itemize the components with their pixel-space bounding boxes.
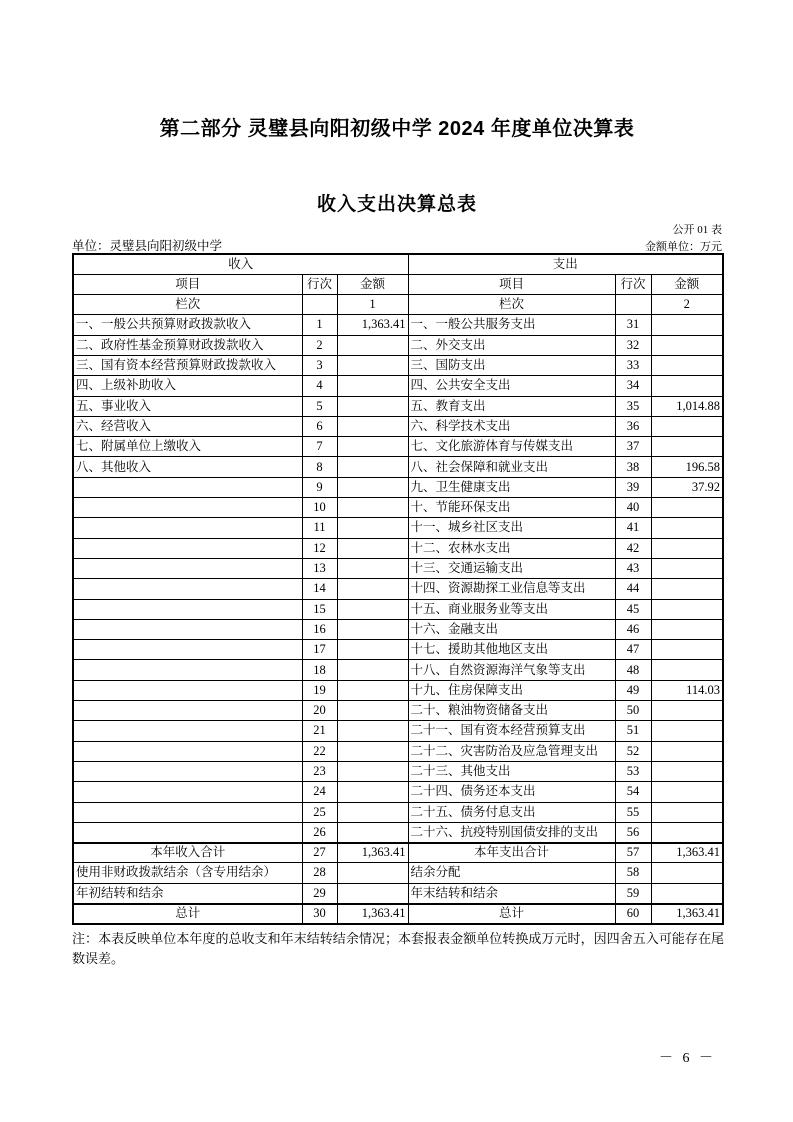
expense-rowno-cell: 38 [615, 457, 651, 477]
income-amount-cell [337, 883, 408, 903]
income-rowno-cell: 10 [302, 498, 337, 518]
expense-rowno-cell: 53 [615, 761, 651, 781]
income-item-cell: 年初结转和结余 [73, 883, 302, 903]
table-row [73, 538, 723, 558]
expense-amount-cell: 196.58 [651, 457, 723, 477]
expense-item-cell: 十三、交通运输支出 [408, 558, 615, 578]
expense-rowno-cell: 39 [615, 477, 651, 497]
expense-item-cell: 二十、粮油物资储备支出 [408, 701, 615, 721]
expense-amount-cell [651, 721, 723, 741]
expense-item-cell: 九、卫生健康支出 [408, 477, 615, 497]
income-item-cell: 六、经营收入 [73, 416, 302, 436]
income-item-cell [73, 518, 302, 538]
table-row [73, 640, 723, 660]
income-rowno-header: 行次 [302, 274, 337, 294]
table-row [73, 721, 723, 741]
expense-rowno-cell: 47 [615, 640, 651, 660]
income-item-cell [73, 721, 302, 741]
table-row [73, 701, 723, 721]
income-amount-cell [337, 802, 408, 822]
expense-amount-cell [651, 701, 723, 721]
expense-rowno-cell: 52 [615, 741, 651, 761]
income-section-header: 收入 [73, 254, 408, 274]
table-row [73, 782, 723, 802]
income-rowno-cell: 27 [302, 843, 337, 863]
expense-rowno-cell: 58 [615, 863, 651, 883]
expense-item-cell: 年末结转和结余 [408, 883, 615, 903]
income-amount-cell [337, 701, 408, 721]
expense-rowno-cell: 44 [615, 579, 651, 599]
income-amount-cell [337, 416, 408, 436]
table-row [73, 883, 723, 903]
table-row [73, 579, 723, 599]
income-item-cell [73, 640, 302, 660]
income-amount-cell [337, 558, 408, 578]
table-row [73, 761, 723, 781]
table-code-label: 公开 01 表 [672, 224, 722, 236]
income-item-cell [73, 599, 302, 619]
expense-item-cell: 二十二、灾害防治及应急管理支出 [408, 741, 615, 761]
table-row [73, 558, 723, 578]
expense-amount-cell: 114.03 [651, 680, 723, 700]
income-item-cell: 本年收入合计 [73, 843, 302, 863]
income-rowno-cell: 13 [302, 558, 337, 578]
income-amount-cell [337, 396, 408, 416]
expense-amount-cell: 1,363.41 [651, 904, 723, 925]
table-row [73, 599, 723, 619]
expense-rowno-cell: 56 [615, 822, 651, 842]
income-rowno-cell: 5 [302, 396, 337, 416]
income-item-cell: 七、附属单位上缴收入 [73, 437, 302, 457]
income-amount-cell [337, 863, 408, 883]
expense-amount-cell [651, 355, 723, 375]
income-item-cell [73, 538, 302, 558]
income-item-cell: 二、政府性基金预算财政拨款收入 [73, 335, 302, 355]
income-item-cell [73, 619, 302, 639]
expense-amount-cell [651, 599, 723, 619]
expense-amount-cell [651, 822, 723, 842]
expense-item-cell: 十四、资源勘探工业信息等支出 [408, 579, 615, 599]
expense-amount-cell [651, 518, 723, 538]
expense-item-cell: 七、文化旅游体育与传媒支出 [408, 437, 615, 457]
income-rowno-cell: 30 [302, 904, 337, 925]
income-rowno-cell: 29 [302, 883, 337, 903]
income-rowno-cell: 28 [302, 863, 337, 883]
income-rowno-cell: 23 [302, 761, 337, 781]
income-amount-cell: 1,363.41 [337, 315, 408, 335]
income-item-cell: 四、上级补助收入 [73, 376, 302, 396]
income-item-cell: 总计 [73, 904, 302, 925]
expense-rowno-cell: 43 [615, 558, 651, 578]
expense-rowno-cell: 32 [615, 335, 651, 355]
income-rowno-cell: 14 [302, 579, 337, 599]
expense-rowno-cell: 59 [615, 883, 651, 903]
table-row [73, 498, 723, 518]
expense-rowno-cell: 54 [615, 782, 651, 802]
income-rowno-cell: 11 [302, 518, 337, 538]
table-row [73, 376, 723, 396]
table-row [73, 457, 723, 477]
expense-item-cell: 二十三、其他支出 [408, 761, 615, 781]
income-rowno-cell: 19 [302, 680, 337, 700]
expense-rowno-cell: 36 [615, 416, 651, 436]
table-row [73, 335, 723, 355]
income-col-index: 1 [337, 295, 408, 315]
expense-amount-cell [651, 619, 723, 639]
table-row [73, 802, 723, 822]
table-row [73, 619, 723, 639]
page-content [72, 0, 722, 1122]
table-row [73, 315, 723, 335]
expense-item-cell: 十、节能环保支出 [408, 498, 615, 518]
income-amount-cell [337, 335, 408, 355]
income-item-cell: 三、国有资本经营预算财政拨款收入 [73, 355, 302, 375]
income-amount-cell [337, 761, 408, 781]
expense-rowno-cell: 37 [615, 437, 651, 457]
amount-unit-label: 金额单位：万元 [645, 241, 722, 253]
income-item-cell [73, 782, 302, 802]
income-item-cell [73, 660, 302, 680]
expense-amount-cell [651, 437, 723, 457]
income-amount-cell [337, 538, 408, 558]
expense-item-cell: 结余分配 [408, 863, 615, 883]
expense-rowno-cell: 33 [615, 355, 651, 375]
expense-item-cell: 二十六、抗疫特别国债安排的支出 [408, 822, 615, 842]
expense-amount-header: 金额 [651, 274, 723, 294]
table-row [73, 437, 723, 457]
expense-item-cell: 四、公共安全支出 [408, 376, 615, 396]
expense-amount-cell [651, 660, 723, 680]
income-rowno-cell: 26 [302, 822, 337, 842]
income-rowno-cell: 6 [302, 416, 337, 436]
expense-amount-cell [651, 782, 723, 802]
expense-item-cell: 五、教育支出 [408, 396, 615, 416]
income-rowno-cell: 4 [302, 376, 337, 396]
expense-item-header: 项目 [408, 274, 615, 294]
income-item-cell: 八、其他收入 [73, 457, 302, 477]
expense-item-cell: 六、科学技术支出 [408, 416, 615, 436]
expense-rowno-cell: 49 [615, 680, 651, 700]
expense-rowno-header: 行次 [615, 274, 651, 294]
expense-amount-cell [651, 335, 723, 355]
expense-rowno-cell: 35 [615, 396, 651, 416]
expense-item-cell: 十一、城乡社区支出 [408, 518, 615, 538]
expense-amount-cell [651, 761, 723, 781]
income-item-cell [73, 701, 302, 721]
income-item-cell: 使用非财政拨款结余（含专用结余） [73, 863, 302, 883]
income-amount-cell [337, 619, 408, 639]
unit-label: 单位：灵璧县向阳初级中学 [72, 239, 223, 253]
income-amount-cell [337, 660, 408, 680]
income-amount-header: 金额 [337, 274, 408, 294]
income-amount-cell [337, 822, 408, 842]
expense-item-cell: 十六、金融支出 [408, 619, 615, 639]
income-item-cell [73, 477, 302, 497]
income-amount-cell [337, 741, 408, 761]
expense-amount-cell [651, 883, 723, 903]
expense-amount-cell [651, 538, 723, 558]
expense-rowno-cell: 57 [615, 843, 651, 863]
expense-rowno-cell: 51 [615, 721, 651, 741]
expense-rowno-cell: 31 [615, 315, 651, 335]
expense-amount-cell [651, 741, 723, 761]
income-rowno-cell: 24 [302, 782, 337, 802]
page-subtitle: 收入支出决算总表 [316, 194, 477, 215]
table-row [73, 843, 723, 863]
expense-item-cell: 十五、商业服务业等支出 [408, 599, 615, 619]
expense-amount-cell: 1,363.41 [651, 843, 723, 863]
column-index-row [73, 295, 723, 315]
expense-rowno-cell: 55 [615, 802, 651, 822]
income-rowno-cell: 18 [302, 660, 337, 680]
expense-item-cell: 十七、援助其他地区支出 [408, 640, 615, 660]
expense-item-cell: 三、国防支出 [408, 355, 615, 375]
expense-amount-cell [651, 558, 723, 578]
income-rowno-cell: 17 [302, 640, 337, 660]
income-amount-cell [337, 437, 408, 457]
income-item-header: 项目 [73, 274, 302, 294]
table-row [73, 477, 723, 497]
table-row [73, 741, 723, 761]
expense-rowno-cell: 60 [615, 904, 651, 925]
expense-item-cell: 二十四、债务还本支出 [408, 782, 615, 802]
page-title: 第二部分 灵璧县向阳初级中学 2024 年度单位决算表 [159, 118, 635, 140]
income-item-cell: 一、一般公共预算财政拨款收入 [73, 315, 302, 335]
expense-item-cell: 十八、自然资源海洋气象等支出 [408, 660, 615, 680]
column-header-row [73, 274, 723, 294]
income-amount-cell [337, 579, 408, 599]
expense-item-cell: 十九、住房保障支出 [408, 680, 615, 700]
unit-info-row [72, 236, 722, 254]
section-header-row [73, 254, 723, 274]
expense-amount-cell [651, 498, 723, 518]
income-item-cell [73, 761, 302, 781]
income-rowno-cell: 9 [302, 477, 337, 497]
expense-rowno-cell: 48 [615, 660, 651, 680]
income-amount-cell [337, 680, 408, 700]
income-amount-cell [337, 640, 408, 660]
income-rowno-cell: 2 [302, 335, 337, 355]
income-item-cell [73, 741, 302, 761]
expense-lanci-blank [615, 295, 651, 315]
expense-item-cell: 十二、农林水支出 [408, 538, 615, 558]
table-row [73, 396, 723, 416]
income-expense-summary-table [72, 253, 724, 925]
expense-rowno-cell: 46 [615, 619, 651, 639]
table-row [73, 863, 723, 883]
income-rowno-cell: 15 [302, 599, 337, 619]
income-amount-cell: 1,363.41 [337, 904, 408, 925]
income-item-cell [73, 579, 302, 599]
expense-rowno-cell: 42 [615, 538, 651, 558]
table-row [73, 660, 723, 680]
expense-section-header: 支出 [408, 254, 723, 274]
expense-amount-cell: 37.92 [651, 477, 723, 497]
expense-amount-cell [651, 416, 723, 436]
expense-item-cell: 八、社会保障和就业支出 [408, 457, 615, 477]
expense-item-cell: 二十一、国有资本经营预算支出 [408, 721, 615, 741]
footnote: 注：本表反映单位本年度的总收支和年末结转结余情况；本套报表金额单位转换成万元时，因四舍五入可能存在尾数误差。 [72, 931, 724, 967]
expense-amount-cell [651, 863, 723, 883]
income-amount-cell [337, 457, 408, 477]
expense-item-cell: 本年支出合计 [408, 843, 615, 863]
expense-amount-cell [651, 802, 723, 822]
expense-item-cell: 二十五、债务付息支出 [408, 802, 615, 822]
expense-rowno-cell: 41 [615, 518, 651, 538]
expense-rowno-cell: 40 [615, 498, 651, 518]
income-amount-cell: 1,363.41 [337, 843, 408, 863]
expense-rowno-cell: 50 [615, 701, 651, 721]
income-amount-cell [337, 355, 408, 375]
income-rowno-cell: 1 [302, 315, 337, 335]
income-lanci-label: 栏次 [73, 295, 302, 315]
expense-rowno-cell: 45 [615, 599, 651, 619]
income-item-cell: 五、事业收入 [73, 396, 302, 416]
table-row [73, 680, 723, 700]
income-rowno-cell: 12 [302, 538, 337, 558]
income-item-cell [73, 498, 302, 518]
page-number: － 6 － [659, 1051, 716, 1066]
table-row [73, 518, 723, 538]
income-amount-cell [337, 721, 408, 741]
income-rowno-cell: 16 [302, 619, 337, 639]
income-item-cell [73, 802, 302, 822]
expense-amount-cell [651, 640, 723, 660]
income-amount-cell [337, 498, 408, 518]
income-rowno-cell: 3 [302, 355, 337, 375]
table-row [73, 416, 723, 436]
income-amount-cell [337, 518, 408, 538]
income-item-cell [73, 822, 302, 842]
expense-lanci-label: 栏次 [408, 295, 615, 315]
expense-rowno-cell: 34 [615, 376, 651, 396]
income-rowno-cell: 8 [302, 457, 337, 477]
income-item-cell [73, 558, 302, 578]
income-item-cell [73, 680, 302, 700]
table-body [73, 315, 723, 924]
expense-col-index: 2 [651, 295, 723, 315]
table-row [73, 822, 723, 842]
expense-item-cell: 一、一般公共服务支出 [408, 315, 615, 335]
income-amount-cell [337, 376, 408, 396]
expense-amount-cell [651, 376, 723, 396]
expense-item-cell: 总计 [408, 904, 615, 925]
expense-item-cell: 二、外交支出 [408, 335, 615, 355]
income-rowno-cell: 21 [302, 721, 337, 741]
income-amount-cell [337, 782, 408, 802]
income-rowno-cell: 25 [302, 802, 337, 822]
income-lanci-blank [302, 295, 337, 315]
income-amount-cell [337, 599, 408, 619]
table-row [73, 904, 723, 925]
income-rowno-cell: 7 [302, 437, 337, 457]
expense-amount-cell [651, 315, 723, 335]
income-rowno-cell: 20 [302, 701, 337, 721]
table-row [73, 355, 723, 375]
expense-amount-cell: 1,014.88 [651, 396, 723, 416]
income-rowno-cell: 22 [302, 741, 337, 761]
income-amount-cell [337, 477, 408, 497]
expense-amount-cell [651, 579, 723, 599]
